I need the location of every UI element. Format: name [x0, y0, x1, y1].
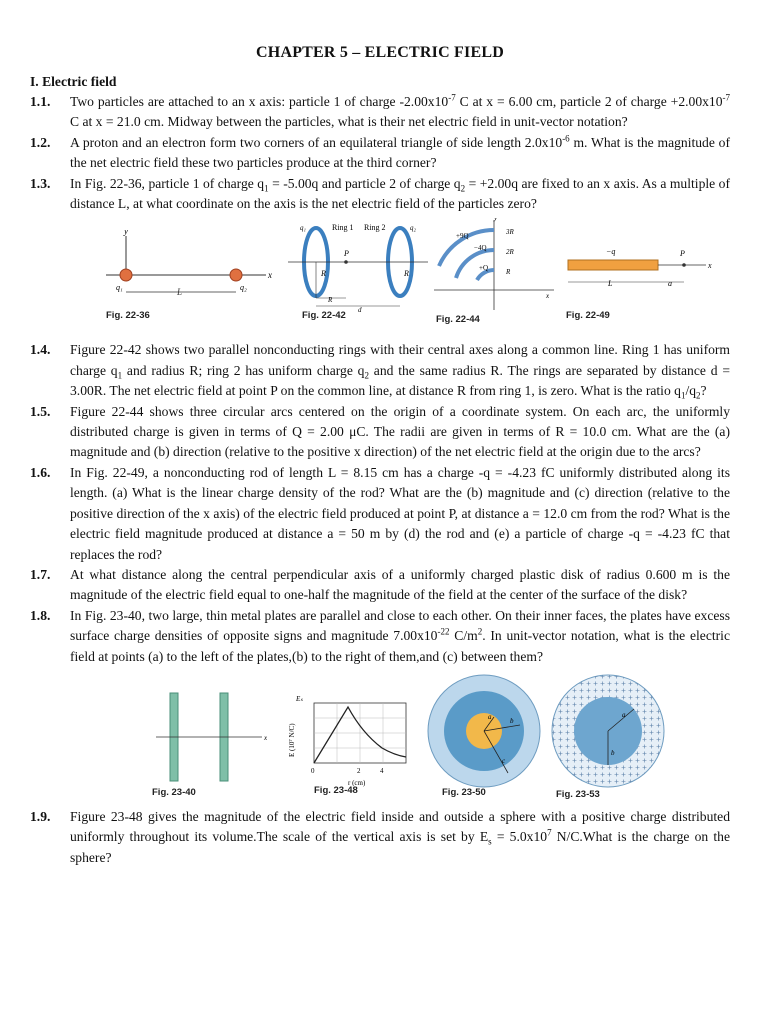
figure-row-2 — [30, 673, 730, 801]
question-number: 1.9. — [30, 808, 51, 824]
ring-2-label: Ring 2 — [364, 223, 386, 233]
figure-caption: Fig. 23-53 — [556, 788, 600, 800]
question-number: 1.3. — [30, 175, 51, 191]
x-axis-label: r (cm) — [348, 778, 366, 787]
x-tick: 0 — [311, 766, 315, 775]
question-text: In Fig. 22-36, particle 1 of charge $q_1 = -5.00q$ and particle 2 of charge $q_2 = +2.00q$ are fixed to an x axis. As a multiple of distance L, at what coordinate on the axis is the net electric field of the particles zero? — [70, 175, 730, 212]
x-axis-label: x — [264, 733, 268, 742]
question-1-7 — [30, 565, 730, 606]
radius-b-label: b — [611, 748, 615, 757]
distance-a-label: a — [668, 279, 672, 289]
q1-label: q₁ — [116, 283, 123, 293]
radius-a-label: a — [622, 710, 626, 719]
question-number: 1.1. — [30, 94, 51, 109]
ring-1-label: Ring 1 — [332, 223, 354, 233]
radius-b-label: b — [510, 716, 514, 725]
distance-r-label: R — [328, 296, 333, 305]
figure-caption: Fig. 22-44 — [436, 314, 480, 326]
radius-2r-label: 2R — [506, 248, 514, 257]
question-1-6 — [30, 463, 730, 565]
question-text: Figure 22-44 shows three circular arcs centered on the origin of a coordinate system. On each arc, the uniformly distributed charge is given in terms of Q = 2.00 μC. The radii are given in terms of R = 10.0 cm. What are the (a) magnitude and (b) direction (relative to the positive x direction) of the net electric field at the origin due to the arcs? — [70, 403, 730, 460]
question-number: 1.7. — [30, 566, 51, 582]
question-text: Figure 23-48 gives the magnitude of the electric field inside and outside a sphere with a positive charge distributed uniformly throughout its volume.The scale of the vertical axis is set by $E_s = 5.0x10^7$ N/C.What is the charge on the sphere? — [70, 808, 730, 865]
chapter-title: CHAPTER 5 – ELECTRIC FIELD — [256, 44, 504, 61]
q2-label: q₂ — [410, 224, 416, 233]
figure-23-53 — [550, 673, 666, 789]
charge-4q-label: −4Q — [474, 244, 487, 253]
section-heading: I. Electric field — [30, 74, 117, 89]
question-number: 1.8. — [30, 607, 51, 623]
question-text: At what distance along the central perpendicular axis of a uniformly charged plastic disk of radius 0.600 m is the magnitude of the electric field equal to one-half the magnitude of the field at the center of the surface of the disk? — [70, 566, 730, 603]
y-axis-label: y — [124, 230, 128, 237]
figure-row-1 — [30, 218, 730, 336]
q2-label: q₂ — [240, 283, 247, 293]
question-1-3 — [30, 174, 730, 215]
question-1-8 — [30, 606, 730, 667]
figure-22-42 — [288, 222, 428, 312]
radius-3r-label: 3R — [506, 228, 514, 237]
charge-q-label: +Q — [479, 264, 489, 273]
figure-caption: Fig. 23-40 — [152, 786, 196, 798]
figure-22-36 — [96, 230, 276, 310]
x-axis-label: x — [268, 270, 272, 281]
figure-caption: Fig. 22-49 — [566, 310, 610, 322]
radius-label: R — [404, 269, 409, 279]
question-text: In Fig. 23-40, two large, thin metal plates are parallel and close to each other. On their inner faces, the plates have excess surface charge densities of opposite signs and magnitude $7.00x10^{-22}$ $C/m^2$. In unit-vector notation, what is the electric field at points (a) to the left of the plates,(b) to the right of them,and (c) between them? — [70, 607, 730, 664]
point-p-label: P — [344, 249, 349, 259]
charge-label: −q — [606, 247, 616, 257]
figure-caption: Fig. 23-50 — [442, 786, 486, 798]
question-1-1 — [30, 92, 730, 133]
question-text: In Fig. 22-49, a nonconducting rod of length L = 8.15 cm has a charge -q = -4.23 fC uniformly distributed along its length. (a) What is the linear charge density of the rod? What are the (b) magnitude and (c) direction (relative to the positive direction of the x axis) of the electric field produced at point P, at distance a = 12.0 cm from the rod? What is the electric field magnitude produced at distance a = 50 m by (d) the rod and (e) a particle of charge -q = -4.23 fC that replaces the rod? — [70, 464, 730, 562]
distance-d-label: d — [358, 306, 362, 313]
question-text: A proton and an electron form two corners of an equilateral triangle of side length $2.0x10^{-6}$ m. What is the magnitude of the net electric field these two particles produce at the third corner? — [70, 133, 731, 171]
y-axis-label: y — [494, 218, 498, 223]
question-1-2 — [30, 133, 730, 174]
radius-r-label: R — [506, 268, 511, 277]
x-axis-label: x — [708, 261, 712, 271]
question-number: 1.5. — [30, 403, 51, 419]
figure-caption: Fig. 22-42 — [302, 310, 346, 322]
figure-caption: Fig. 22-36 — [106, 310, 150, 322]
figure-23-48 — [282, 693, 414, 789]
length-label: L — [608, 279, 613, 289]
figure-caption: Fig. 23-48 — [314, 784, 358, 796]
question-number: 1.6. — [30, 464, 51, 480]
x-tick: 2 — [357, 766, 361, 775]
question-text: Two particles are attached to an x axis: particle 1 of charge $-2.00x10^{-7}$ C at x = 6.00 cm, particle 2 of charge $+2.00x10^{-7}$ C at x = 21.0 cm. Midway between the particles, what is their net electric field in unit-vector notation? — [70, 92, 731, 130]
length-label: L — [177, 287, 183, 298]
question-1-4 — [30, 340, 730, 401]
question-number: 1.4. — [30, 342, 51, 358]
x-tick: 4 — [380, 766, 384, 775]
figure-22-44 — [434, 218, 564, 314]
question-number: 1.2. — [30, 134, 51, 150]
question-text: Figure 22-42 shows two parallel nonconducting rings with their central axes along a common line. Ring 1 has uniform charge $q_1$ and radius R; ring 2 has uniform charge $q_2$ and the same radius R. The rings are separated by distance d = 3.00R. The net electric field at point P on the common line, at distance R from ring 1, is zero. What is the ratio $q_1/q_2$? — [70, 342, 730, 401]
figure-23-40 — [156, 691, 274, 783]
es-label: Eₛ — [296, 694, 303, 703]
q1-label: q₁ — [300, 224, 306, 233]
figure-22-49 — [566, 244, 716, 304]
point-p-label: P — [680, 249, 685, 259]
radius-c-label: c — [502, 756, 506, 765]
radius-a-label: a — [488, 712, 492, 721]
y-axis-label: E (10⁷ N/C) — [288, 723, 296, 757]
question-1-9 — [30, 807, 730, 868]
charge-9q-label: +9Q — [456, 232, 469, 241]
question-1-5 — [30, 402, 730, 463]
x-axis-label: x — [546, 292, 550, 301]
figure-23-50 — [426, 673, 542, 789]
radius-label: R — [321, 269, 326, 279]
